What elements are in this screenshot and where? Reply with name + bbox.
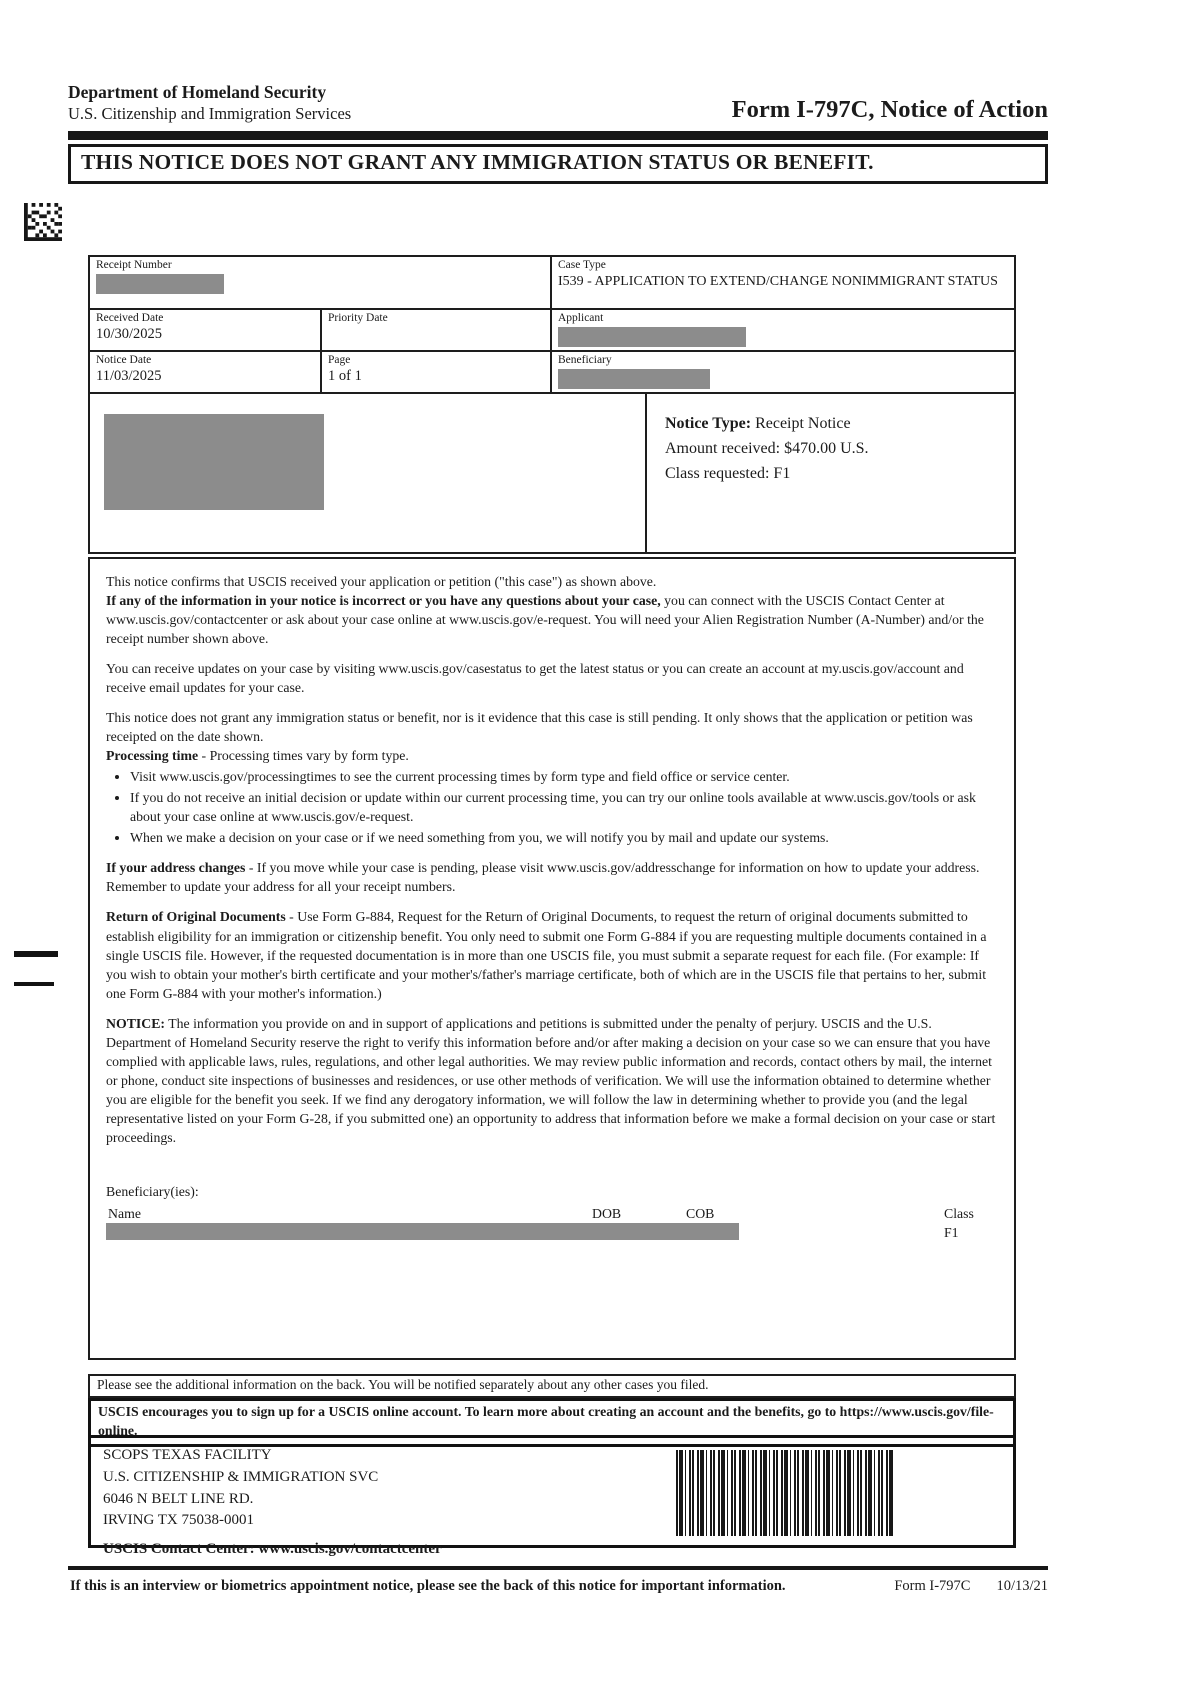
beneficiaries-section (106, 1182, 998, 1242)
notice-date-cell (90, 352, 322, 394)
bullet-decision-notify: When we make a decision on your case or if we need something from you, we will notify you by mail and update our systems. (130, 830, 829, 846)
para-notice-perjury (106, 1014, 998, 1147)
barcode (676, 1450, 894, 1536)
beneficiary-label: Beneficiary (558, 354, 612, 366)
facility-line: IRVING TX 75038-0001 (103, 1512, 255, 1529)
agency-block (68, 82, 351, 124)
received-date-cell (90, 310, 322, 352)
beneficiaries-heading: Beneficiary(ies): (106, 1184, 199, 1199)
applicant-label: Applicant (558, 312, 604, 324)
document-header (68, 82, 1048, 124)
priority-date-label: Priority Date (328, 312, 388, 324)
bullet-item (130, 767, 998, 786)
bullet-online-tools: If you do not receive an initial decision or update within our current processing time, you can try our online tools available at www.uscis.gov/tools or ask about your case online at www.uscis.gov/e-request. (130, 790, 976, 825)
beneficiary-class-value: F1 (944, 1225, 959, 1241)
bullet-processing-times: Visit www.uscis.gov/processingtimes to see the current processing times by form type and field office or service center. (130, 769, 790, 785)
para-confirmation (106, 572, 998, 648)
margin-registration-mark (14, 951, 58, 957)
page-label: Page (328, 354, 351, 366)
beneficiary-name-redacted (558, 369, 710, 389)
table-row (90, 257, 1014, 310)
para-incorrect-info-bold: If any of the information in your notice is incorrect or you have any questions about your case, (106, 593, 661, 609)
case-type-label: Case Type (558, 259, 606, 271)
facility-line: SCOPS TEXAS FACILITY (103, 1447, 272, 1463)
received-date-label: Received Date (96, 312, 164, 324)
processing-bullet-list (106, 767, 998, 847)
applicant-cell (552, 310, 1014, 352)
para-incorrect-info-rest: you can connect with the USCIS Contact Center at www.uscis.gov/contactcenter or ask about your case online at www.uscis.gov/e-request. You will need your Alien Registration Number (A-Number) and/or the receipt number shown above. (106, 593, 984, 647)
form-ref-number: Form I-797C (894, 1578, 971, 1594)
para-return-documents (106, 907, 998, 1002)
para-case-updates: You can receive updates on your case by visiting www.uscis.gov/casestatus to get the latest status or you can create an account at my.uscis.gov/account and receive email updates for your case. (106, 661, 964, 696)
para-address-change (106, 858, 998, 896)
table-row (90, 352, 1014, 394)
beneficiaries-header-row (106, 1204, 998, 1223)
case-type-value: I539 - APPLICATION TO EXTEND/CHANGE NONIMMIGRANT STATUS (558, 274, 998, 289)
bullet-item (130, 828, 998, 847)
notice-summary-cell (647, 394, 1014, 552)
beneficiary-row-redacted (106, 1223, 739, 1240)
received-date-value: 10/30/2025 (96, 326, 163, 342)
facility-line: U.S. CITIZENSHIP & IMMIGRATION SVC (103, 1468, 379, 1485)
notice-perjury-bold: NOTICE: (106, 1015, 166, 1031)
receipt-number-label: Receipt Number (96, 259, 172, 271)
no-benefit-banner: THIS NOTICE DOES NOT GRANT ANY IMMIGRATION STATUS OR BENEFIT. (68, 144, 1048, 184)
column-header-cob: COB (686, 1206, 715, 1222)
receipt-number-cell (90, 257, 552, 310)
contact-center-line: USCIS Contact Center: www.uscis.gov/contactcenter (103, 1541, 442, 1558)
case-info-table (88, 255, 1016, 554)
mailing-address-redacted (104, 414, 324, 510)
applicant-name-redacted (558, 327, 746, 347)
processing-time-rest: - Processing times vary by form type. (198, 748, 409, 764)
address-change-bold: If your address changes (106, 860, 246, 876)
para-confirmation-line1: This notice confirms that USCIS received your application or petition ("this case") as shown above. (106, 574, 657, 589)
back-info-note: Please see the additional information on the back. You will be notified separately about any other cases you filed. (88, 1374, 1016, 1398)
return-documents-rest: - Use Form G-884, Request for the Return of Original Documents, to request the return of original documents submitted to establish eligibility for an immigration or citizenship benefit. You only need to submit one Form G-884 if you are requesting multiple documents contained in a single USCIS file. However, if the requested documentation is in more than one USCIS file, you must submit a separate request for each file. (For example: If you wish to obtain your mother's birth certificate and your mother's/father's marriage certificate, both of which are in the USCIS file that pertains to her, submit one Form G-884 with your mother's information.) (106, 909, 987, 1001)
form-revision-date: 10/13/21 (996, 1578, 1048, 1594)
bullet-item (130, 788, 998, 826)
column-header-dob: DOB (592, 1206, 622, 1222)
footer-note-row (70, 1578, 1048, 1595)
beneficiary-data-row (106, 1223, 998, 1242)
online-account-note: USCIS encourages you to sign up for a USCIS online account. To learn more about creating an account and the benefits, go to https://www.uscis.gov/file-online. (88, 1398, 1016, 1447)
bottom-instruction: If this is an interview or biometrics appointment notice, please see the back of this notice for important information. (70, 1578, 786, 1594)
notice-type-value: Receipt Notice (751, 415, 851, 432)
notice-type-label: Notice Type: (665, 415, 752, 432)
form-reference (894, 1578, 1048, 1595)
notice-body (88, 557, 1016, 1360)
para-not-grant-status (106, 708, 998, 765)
data-matrix-barcode-icon (24, 203, 62, 241)
footer-divider-bar (68, 1566, 1048, 1570)
agency-name-line1: Department of Homeland Security (68, 82, 327, 102)
page-value: 1 of 1 (328, 368, 362, 384)
header-divider-bar (68, 131, 1048, 140)
page-cell (322, 352, 552, 394)
beneficiary-cell (552, 352, 1014, 394)
mailing-address-cell (90, 394, 647, 552)
return-documents-bold: Return of Original Documents (106, 909, 286, 925)
notice-type-line (665, 412, 1006, 437)
form-title: Form I-797C, Notice of Action (731, 96, 1048, 123)
column-header-name: Name (108, 1206, 141, 1222)
agency-name-line2: U.S. Citizenship and Immigration Services (68, 104, 352, 123)
case-type-cell (552, 257, 1014, 310)
address-change-rest: - If you move while your case is pending, please visit www.uscis.gov/addresschange for information on how to update your address. Remember to update your address for all your receipt numbers. (106, 860, 980, 895)
notice-date-value: 11/03/2025 (96, 368, 162, 384)
column-header-class: Class (944, 1206, 974, 1222)
table-row (90, 394, 1014, 552)
notice-perjury-rest: The information you provide on and in support of applications and petitions is submitted under the penalty of perjury. USCIS and the U.S. Department of Homeland Security reserve the right to verify this information before and/or after making a decision on your case so we can ensure that you have complied with applicable laws, rules, regulations, and other legal authorities. We may review public information and records, contact others by mail, the internet or phone, conduct site inspections of businesses and residences, or use other methods of verification. We will use the information obtained to determine whether you are eligible for the benefit you seek. If we find any derogatory information, we will follow the law in determining whether to provide you (and the legal representative listed on your Form G-28, if you submitted one) an opportunity to address that information before we make a formal decision on your case or start proceedings. (106, 1015, 996, 1145)
class-requested-line: Class requested: F1 (665, 464, 791, 482)
amount-received-line: Amount received: $470.00 U.S. (665, 439, 869, 457)
table-row (90, 310, 1014, 352)
facility-address-box (88, 1435, 1016, 1558)
margin-registration-mark (14, 982, 54, 986)
notice-date-label: Notice Date (96, 354, 152, 366)
receipt-number-redacted (96, 274, 224, 294)
facility-line: 6046 N BELT LINE RD. (103, 1490, 254, 1507)
para-not-grant-text: This notice does not grant any immigration status or benefit, nor is it evidence that this case is still pending. It only shows that the application or petition was receipted on the date shown. (106, 710, 973, 745)
processing-time-heading: Processing time (106, 748, 199, 764)
priority-date-cell (322, 310, 552, 352)
